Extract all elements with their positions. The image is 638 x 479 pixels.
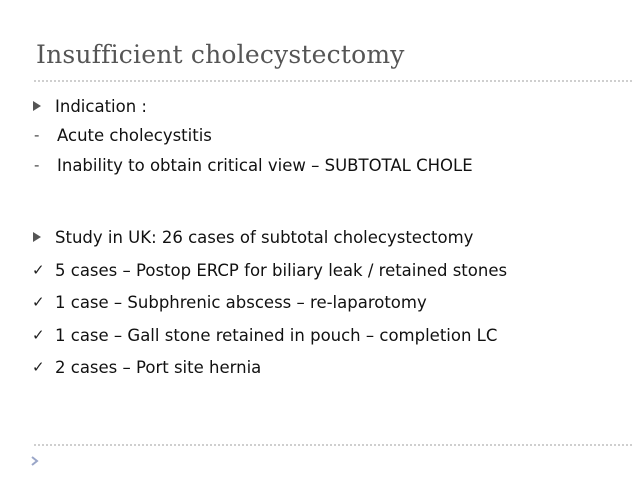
- sub-item-critical-view: [32, 152, 473, 178]
- footer-divider: [34, 444, 632, 446]
- sub-item-text: Acute cholecystitis: [57, 125, 212, 145]
- bullet-text: Study in UK: 26 cases of subtotal cholecystectomy: [55, 227, 474, 247]
- check-item-text: 1 case – Gall stone retained in pouch – completion LC: [55, 325, 498, 345]
- checkmark-icon: ✓: [32, 293, 45, 311]
- check-item-gall-stone: [32, 322, 497, 348]
- checkmark-icon: ✓: [32, 326, 45, 344]
- dash-marker: -: [34, 126, 40, 144]
- sub-item-acute-cholecystitis: [32, 122, 212, 148]
- bullet-item-uk-study: [32, 224, 473, 250]
- check-item-text: 5 cases – Postop ERCP for biliary leak / retained stones: [55, 260, 508, 280]
- check-item-text: 2 cases – Port site hernia: [55, 357, 262, 377]
- triangle-bullet-icon: [32, 100, 55, 112]
- check-item-port-site: [32, 354, 261, 380]
- slide-title: Insufficient cholecystectomy: [36, 40, 405, 69]
- check-item-subphrenic: [32, 289, 427, 315]
- triangle-bullet-icon: [32, 231, 55, 243]
- dash-marker: -: [34, 156, 40, 174]
- checkmark-icon: ✓: [32, 261, 45, 279]
- bullet-item-indication: [32, 93, 147, 119]
- checkmark-icon: ✓: [32, 358, 45, 376]
- title-divider: [34, 80, 632, 82]
- bullet-text: Indication :: [55, 96, 147, 116]
- check-item-text: 1 case – Subphrenic abscess – re-laparotomy: [55, 292, 427, 312]
- sub-item-text: Inability to obtain critical view – SUBTOTAL CHOLE: [57, 155, 473, 175]
- check-item-ercp: [32, 257, 507, 283]
- corner-chevron-icon: [30, 451, 40, 461]
